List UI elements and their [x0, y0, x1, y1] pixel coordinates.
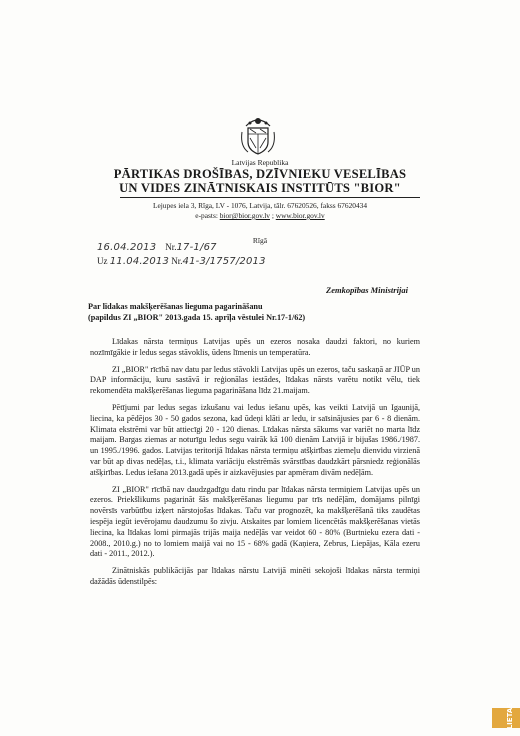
uz-label: Uz [97, 256, 108, 266]
outgoing-reference [97, 242, 217, 253]
recipient: Zemkopības Ministrijai [326, 285, 408, 295]
incoming-reference [97, 256, 266, 267]
institute-name-line2: UN VIDES ZINĀTNISKAIS INSTITŪTS "BIOR" [119, 181, 401, 195]
address-line: Lejupes iela 3, Rīga, LV - 1076, Latvija, tālr. 67620526, fakss 67620434 [152, 201, 368, 210]
email-link[interactable]: bior@bior.gov.lv [219, 211, 270, 220]
incoming-number: 41-3/1757/2013 [182, 256, 266, 267]
nr-label: Nr. [165, 242, 177, 252]
republic-label: Latvijas Republika [231, 158, 289, 167]
coat-of-arms-icon [240, 112, 276, 156]
letter-body [90, 337, 420, 588]
body-paragraph: Pētījumi par ledus segas izkušanu vai ledus iešanu upēs, kas veikti Latvijā un Igaunijā, liecina, ka pēdējos 30 - 50 gados sezona, kad ūdeņi klāti ar ledu, ir saīsinājusies par 6 - 8 dienām. Klimata ekstrēmi var būt attiecīgi 20 - 120 dienas. Līdakas nārsta sākums var variēt no marta līdz maijam. Bargas ziemas ar noturīgu ledus segu vairāk kā 100 dienām Latvijā ir bijušas 1986./1987. un 1995./1996. gados. Latvijas teritorijā līdakas nārsta termiņu atšķirības ziemeļu dienvidu virzienā var būt ap divas nedēļas, t.i., klimata variāciju ekstrēmās svārstības daudzkārt pārsniedz reģionālās atšķirības. Ledus iešana 2013.gadā upēs ir aizkavējusies par apmēram divām nedēļām. [90, 402, 420, 477]
body-paragraph: ZI „BIOR" rīcībā nav daudzgadīgu datu rindu par līdakas nārsta termiņiem Latvijas upēs un ezeros. Priekšlikums pagarināt šās makšķerēšanas liegumu par trīs nedēļām, domājams pilnīgi novērsīs varbūtību izķert nārstojošas līdakas. Taču var prognozēt, ka makšķerēšanā tiks zaudētas iespēja iegūt ievērojamu daudzumu šo zivju. Atskaites par lomiem licencētās makšķerēšanas vietās liecina, ka līdakas lomi pirmajās trijās maija nedēļās var veidot 60 - 80% (Burtnieku ezera dati - 2008., 2010.g.) no to lomiem maijā vai no 15 - 68% gadā (Kaņiera, Zebrus, Liepājas, Kāla ezeru dati - 2011., 2012.). [90, 484, 420, 559]
contact-line [0, 211, 520, 220]
nr-label-2: Nr. [171, 256, 183, 266]
subject-line1: Par līdakas makšķerēšanas lieguma pagarināšanu [88, 302, 263, 311]
place-label: Rīgā [252, 236, 268, 245]
corner-stamp-label: LIETAS [506, 702, 514, 730]
header-divider [120, 197, 420, 198]
subject-line2: (papildus ZI „BIOR" 2013.gada 15. aprīļa vēstulei Nr.17-1/62) [88, 313, 306, 322]
outgoing-date: 16.04.2013 [97, 242, 157, 253]
website-link[interactable]: www.bior.gov.lv [275, 211, 325, 220]
body-paragraph: Zinātniskās publikācijās par līdakas nārstu Latvijā minēti sekojoši līdakas nārsta termiņi dažādās ūdenstilpēs: [90, 566, 420, 586]
incoming-date: 11.04.2013 [109, 256, 170, 267]
contact-separator: ; [270, 211, 276, 220]
outgoing-number: 17-1/67 [176, 242, 217, 253]
body-paragraph: Līdakas nārsta termiņus Latvijas upēs un ezeros nosaka daudzi faktori, no kuriem nozīmīgākie ir ledus segas stāvoklis, ūdens līmenis un temperatūra. [90, 337, 420, 357]
institute-name-line1: PĀRTIKAS DROŠĪBAS, DZĪVNIEKU VESELĪBAS [113, 167, 407, 181]
body-paragraph: ZI „BIOR" rīcībā nav datu par ledus stāvokli Latvijas upēs un ezeros, taču saskaņā ar JIŪP un DAP informāciju, kuru sastāvā ir reģionālas iestādes, līdakas nārsts varētu notikt vēlu, tiek rekomendēta makšķerēšanas lieguma pagarināšana līdz 21.maijam. [90, 364, 420, 396]
email-label: e-pasts: [195, 211, 220, 220]
